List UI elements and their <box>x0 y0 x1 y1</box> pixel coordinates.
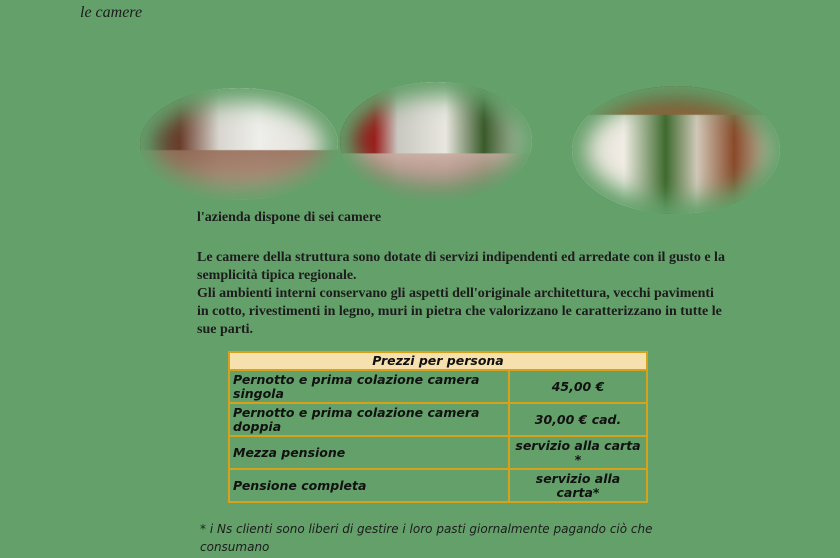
price-value: 30,00 € cad. <box>509 403 647 436</box>
price-label: Pernotto e prima colazione camera singola <box>229 370 509 403</box>
price-label: Mezza pensione <box>229 436 509 469</box>
room-photo-1 <box>140 88 338 200</box>
description-paragraph-2: Gli ambienti interni conservano gli aspetti dell'originale architettura, vecchi pavimenti in cotto, rivestimenti in legno, muri in pietra che valorizzano le caratterizzano in tutte le sue parti. <box>197 286 722 337</box>
room-photo-2 <box>340 82 532 200</box>
table-row <box>229 403 647 436</box>
intro-text: l'azienda dispone di sei camere <box>197 210 382 225</box>
description <box>197 249 727 339</box>
price-value: servizio alla carta* <box>509 469 647 502</box>
price-label: Pernotto e prima colazione camera doppia <box>229 403 509 436</box>
table-row <box>229 370 647 403</box>
price-table-header: Prezzi per persona <box>229 352 647 370</box>
price-label: Pensione completa <box>229 469 509 502</box>
price-value: 45,00 € <box>509 370 647 403</box>
room-photo-3 <box>572 86 780 214</box>
table-row <box>229 436 647 469</box>
footnote: * i Ns clienti sono liberi di gestire i loro pasti giornalmente pagando ciò che consumano <box>200 522 653 554</box>
table-row <box>229 469 647 502</box>
price-value: servizio alla carta * <box>509 436 647 469</box>
price-table <box>228 351 648 503</box>
description-paragraph-1: Le camere della struttura sono dotate di servizi indipendenti ed arredate con il gusto e la semplicità tipica regionale. <box>197 250 725 283</box>
page-title: le camere <box>80 4 143 21</box>
